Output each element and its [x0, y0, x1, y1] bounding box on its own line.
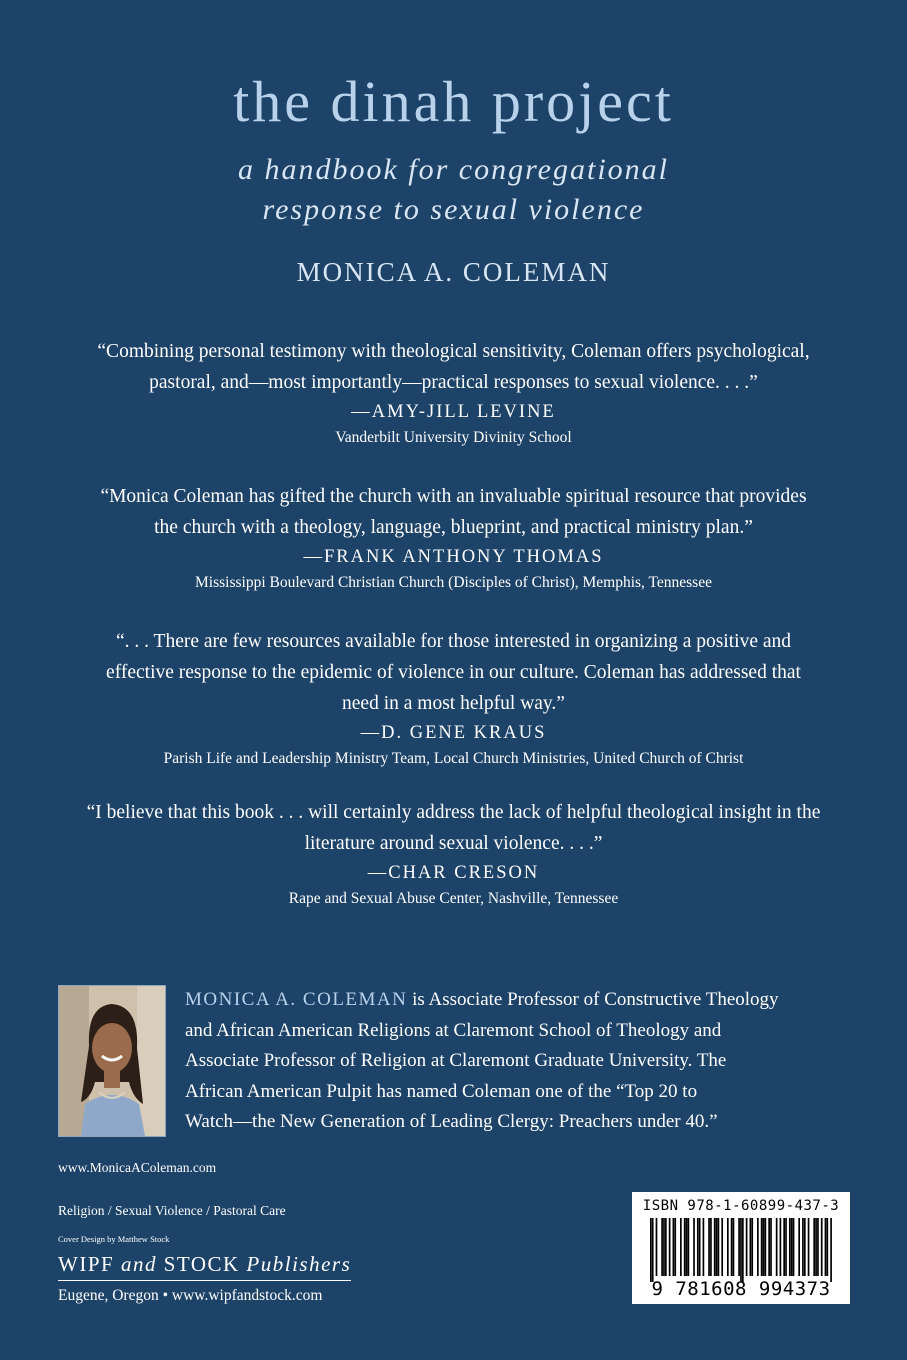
barcode-bar: [714, 1218, 716, 1276]
author-bio: [185, 985, 865, 1138]
quote-line: need in a most helpful way.”: [342, 693, 565, 714]
author-website: www.MonicaAColeman.com: [58, 1160, 217, 1175]
quote-line: pastoral, and—most importantly—practical responses to sexual violence. . . .”: [149, 372, 758, 393]
barcode-bar: [791, 1218, 793, 1276]
isbn-label: ISBN 978-1-60899-437-3: [642, 1198, 840, 1214]
endorsement: [40, 336, 867, 450]
barcode-bar: [802, 1218, 804, 1276]
barcode-bar: [768, 1218, 770, 1276]
barcode-bar: [770, 1218, 772, 1276]
barcode-bar: [825, 1218, 827, 1276]
barcode-bar: [710, 1218, 712, 1276]
endorser-name: —CHAR CRESON: [367, 863, 540, 883]
barcode-bar: [750, 1218, 752, 1276]
endorser-affiliation: Rape and Sexual Abuse Center, Nashville, Tennessee: [288, 890, 619, 907]
barcode-bar: [826, 1218, 828, 1276]
barcode-bar: [721, 1218, 723, 1276]
barcode-bar: [808, 1218, 810, 1276]
cover-credit: Cover Design by Matthew Stock: [58, 1234, 170, 1244]
quote-line: effective response to the epidemic of violence in our culture. Coleman has addressed that: [106, 662, 801, 683]
bio-text: is Associate Professor of Constructive Theology: [407, 989, 779, 1010]
author-photo: [58, 985, 166, 1137]
barcode-bar: [804, 1218, 806, 1276]
barcode-bar: [661, 1218, 663, 1276]
bio-line: African American Pulpit has named Coleman one of the “Top 20 to: [185, 1080, 698, 1102]
barcode-bar: [761, 1218, 763, 1276]
barcode-bar: [718, 1218, 720, 1276]
barcode-bar: [673, 1218, 675, 1276]
barcode-bar: [751, 1218, 753, 1276]
barcode-bar: [731, 1218, 733, 1276]
barcode-bar: [740, 1218, 742, 1282]
barcode-bar: [727, 1218, 729, 1276]
barcode-bar: [789, 1218, 791, 1276]
barcode-bar: [798, 1218, 800, 1276]
endorser-affiliation: Parish Life and Leadership Ministry Team, Local Church Ministries, United Church of Christ: [163, 750, 744, 767]
endorser-affiliation: Mississippi Boulevard Christian Church (Disciples of Christ), Memphis, Tennessee: [195, 574, 712, 591]
barcode-bar: [830, 1218, 832, 1282]
author-photo-image: [59, 986, 165, 1136]
publisher-logo: [58, 1252, 351, 1281]
endorsement: [40, 797, 867, 911]
barcode-bar: [793, 1218, 795, 1276]
barcode-bar: [742, 1218, 744, 1282]
barcode-bar: [815, 1218, 817, 1276]
barcode-bar: [697, 1218, 699, 1276]
barcode-bar: [665, 1218, 667, 1276]
barcode-bar: [757, 1218, 759, 1276]
quote-line: “Monica Coleman has gifted the church with an invaluable spiritual resource that provides: [100, 486, 807, 507]
barcode-bar: [680, 1218, 682, 1276]
publisher-name-part: STOCK: [156, 1252, 247, 1276]
barcode-bar: [650, 1218, 652, 1282]
bio-line: [185, 985, 865, 1016]
publisher-name-part: WIPF: [58, 1252, 121, 1276]
category-line: Religion / Sexual Violence / Pastoral Care: [58, 1203, 286, 1218]
publisher-name-part: and: [120, 1252, 157, 1276]
endorser-affiliation: Vanderbilt University Divinity School: [335, 429, 572, 446]
quote-line: “Combining personal testimony with theological sensitivity, Coleman offers psychological,: [97, 341, 810, 362]
barcode-bar: [686, 1218, 688, 1276]
barcode-bar: [688, 1218, 690, 1276]
subtitle-line: response to sexual violence: [262, 193, 645, 226]
endorser-name: —D. GENE KRAUS: [360, 723, 547, 743]
barcode-bar: [669, 1218, 671, 1276]
publisher-block: [58, 1252, 351, 1305]
barcode-bar: [652, 1218, 654, 1282]
quote-line: literature around sexual violence. . . .”: [304, 833, 603, 854]
bio-line: Watch—the New Generation of Leading Clergy: Preachers under 40.”: [185, 1111, 718, 1132]
barcode-bar: [699, 1218, 701, 1276]
barcode-bar: [821, 1218, 823, 1276]
quote-line: “. . . There are few resources available for those interested in organizing a positive and: [115, 631, 792, 652]
barcode-bar: [783, 1218, 785, 1276]
barcode-bar: [785, 1218, 787, 1276]
barcode-bar: [763, 1218, 765, 1276]
endorsement-quote: [40, 797, 867, 859]
barcode-bar: [703, 1218, 705, 1276]
endorser-name: —AMY-JILL LEVINE: [351, 402, 556, 422]
barcode-bar: [765, 1218, 767, 1276]
endorsement: [40, 481, 867, 595]
endorsement: [40, 626, 867, 771]
barcode-bar: [746, 1218, 748, 1276]
barcode-bar: [716, 1218, 718, 1276]
barcode-bar: [780, 1218, 782, 1276]
bio-line: Associate Professor of Religion at Claremont Graduate University. The: [185, 1050, 727, 1071]
barcode-bar: [733, 1218, 735, 1276]
publisher-location: Eugene, Oregon • www.wipfandstock.com: [58, 1287, 323, 1304]
bio-author-name: MONICA A. COLEMAN: [185, 989, 408, 1010]
barcode-bar: [693, 1218, 695, 1276]
barcode-bar: [663, 1218, 665, 1276]
book-title: the dinah project: [233, 69, 674, 134]
barcode-bar: [656, 1218, 658, 1276]
subtitle-line: a handbook for congregational: [237, 153, 670, 186]
barcode-bar: [813, 1218, 815, 1276]
endorsement-quote: [40, 626, 867, 719]
barcode-bar: [708, 1218, 710, 1276]
bio-line: and African American Religions at Claremont School of Theology and: [185, 1019, 722, 1041]
endorser-name: —FRANK ANTHONY THOMAS: [303, 547, 604, 567]
endorsement-quote: [40, 336, 867, 398]
barcode-bar: [776, 1218, 778, 1276]
barcode-number: 9 781608 994373: [651, 1278, 831, 1300]
barcode-bar: [674, 1218, 676, 1276]
endorsement-quote: [40, 481, 867, 543]
book-subtitle: [0, 150, 907, 230]
isbn-barcode: [632, 1192, 850, 1304]
quote-line: “I believe that this book . . . will certainly address the lack of helpful theological insight in the: [86, 802, 821, 823]
publisher-name-part: Publishers: [246, 1252, 352, 1276]
barcode-bar: [817, 1218, 819, 1276]
barcode-bar: [684, 1218, 686, 1276]
author-name: MONICA A. COLEMAN: [296, 257, 611, 287]
barcode-bar: [738, 1218, 740, 1276]
quote-line: the church with a theology, language, blueprint, and practical ministry plan.”: [154, 517, 753, 538]
